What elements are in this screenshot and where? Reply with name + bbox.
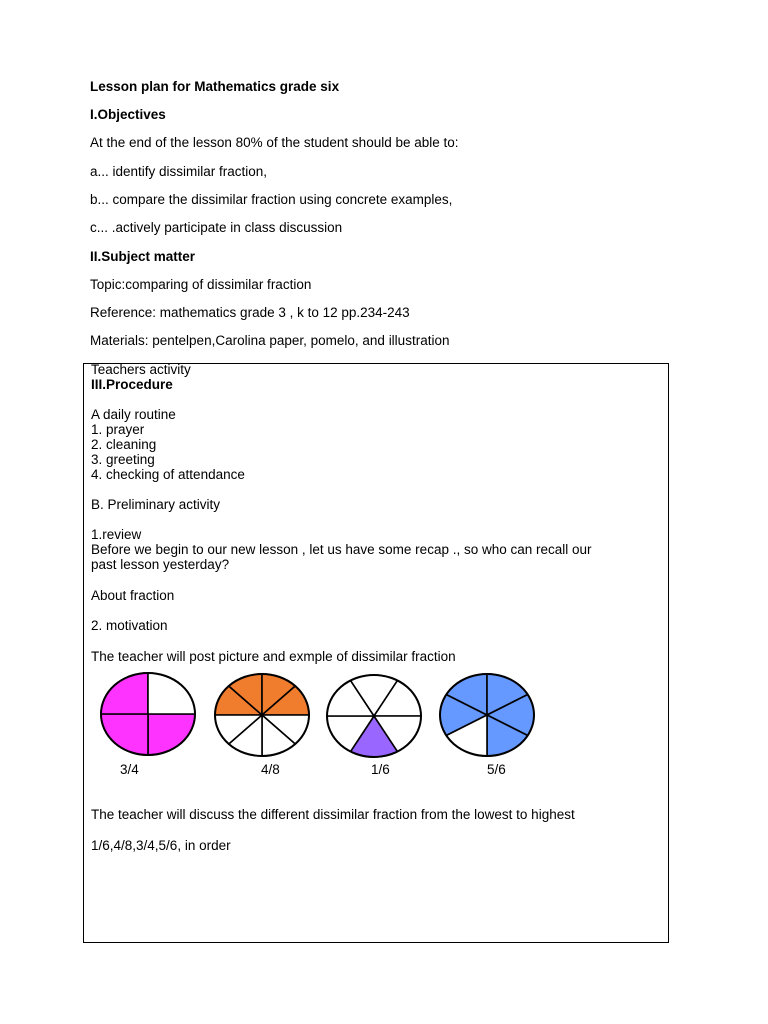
topic-line: Topic:comparing of dissimilar fraction bbox=[90, 277, 312, 292]
review-text-continued: past lesson yesterday? bbox=[91, 557, 230, 572]
preliminary-heading: B. Preliminary activity bbox=[91, 497, 221, 512]
routine-item: 1. prayer bbox=[91, 422, 145, 437]
discuss-text: The teacher will discuss the different dissimilar fraction from the lowest to highest bbox=[91, 807, 575, 822]
order-text: 1/6,4/8,3/4,5/6, in order bbox=[91, 838, 231, 853]
objective-item-c: c... .actively participate in class discussion bbox=[90, 220, 343, 235]
fraction-illustrations bbox=[84, 364, 668, 764]
column-label: Teachers activity bbox=[91, 362, 191, 377]
routine-heading: A daily routine bbox=[91, 407, 176, 422]
review-heading: 1.review bbox=[91, 527, 142, 542]
post-picture-text: The teacher will post picture and exmple of dissimilar fraction bbox=[91, 649, 456, 664]
motivation-heading: 2. motivation bbox=[91, 618, 168, 633]
objective-item-b: b... compare the dissimilar fraction using concrete examples, bbox=[90, 192, 453, 207]
procedure-heading: III.Procedure bbox=[91, 377, 173, 392]
routine-item: 3. greeting bbox=[91, 452, 155, 467]
routine-item: 4. checking of attendance bbox=[91, 467, 245, 482]
about-fraction: About fraction bbox=[91, 588, 175, 603]
fraction-label-1-6: 1/6 bbox=[371, 762, 390, 777]
fraction-label-5-6: 5/6 bbox=[487, 762, 506, 777]
document-title: Lesson plan for Mathematics grade six bbox=[90, 79, 340, 94]
reference-line: Reference: mathematics grade 3 , k to 12 pp.234-243 bbox=[90, 305, 410, 320]
fraction-label-4-8: 4/8 bbox=[261, 762, 280, 777]
objectives-heading: I.Objectives bbox=[90, 107, 166, 122]
review-text: Before we begin to our new lesson , let us have some recap ., so who can recall our bbox=[91, 542, 592, 557]
objectives-intro: At the end of the lesson 80% of the student should be able to: bbox=[90, 135, 459, 150]
fraction-label-3-4: 3/4 bbox=[120, 762, 139, 777]
materials-line: Materials: pentelpen,Carolina paper, pomelo, and illustration bbox=[90, 333, 450, 348]
routine-item: 2. cleaning bbox=[91, 437, 157, 452]
objective-item-a: a... identify dissimilar fraction, bbox=[90, 164, 268, 179]
teachers-activity-box bbox=[83, 363, 669, 943]
subject-matter-heading: II.Subject matter bbox=[90, 249, 196, 264]
